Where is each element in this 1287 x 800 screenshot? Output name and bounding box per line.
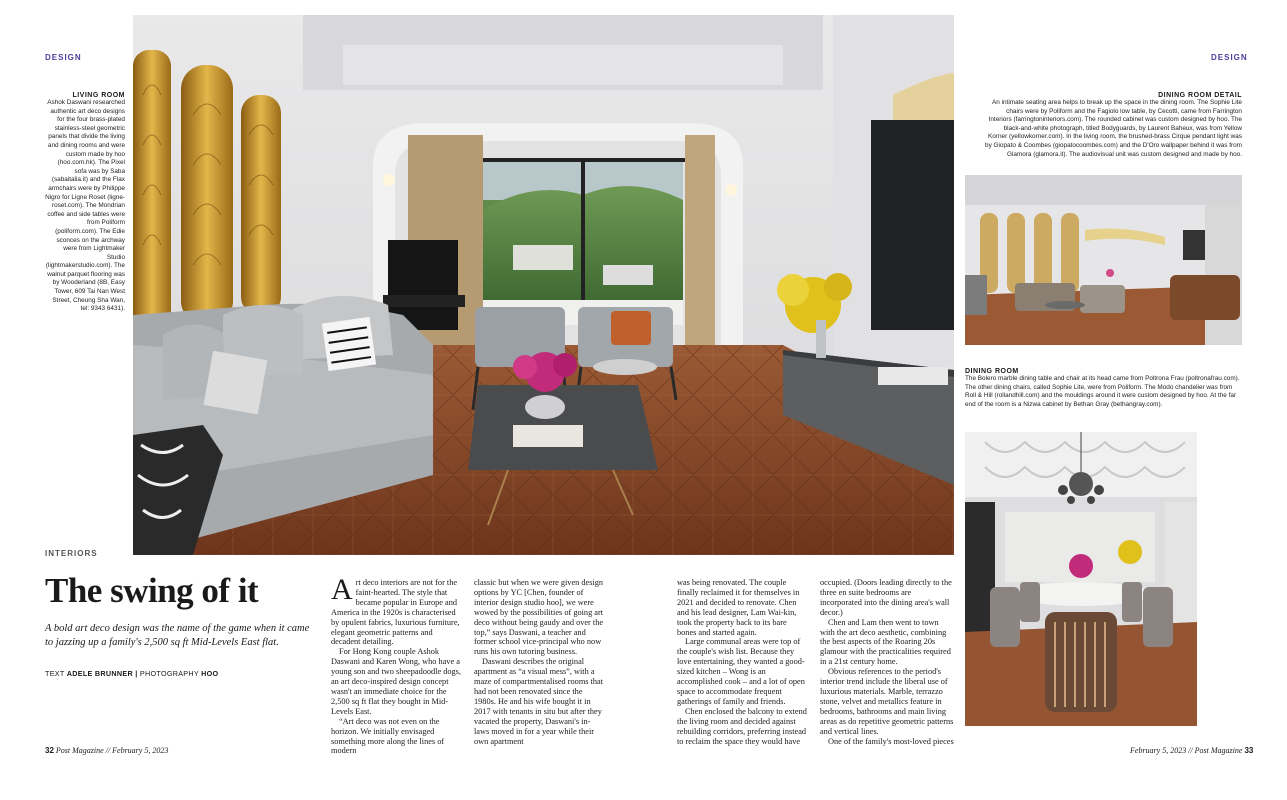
living-room-caption-title: LIVING ROOM [72,92,125,99]
col3-paragraph: Large communal areas were top of the couple's wish list. Because they love entertaining, they wanted a good-sized kitchen – Wong is an accomplished cook – and a lot of open space to accommodate frequent gatherings of family and friends. [677,637,805,706]
col1-paragraph: rt deco interiors are not for the faint-hearted. The style that became popular in Europe and America in the 1920s is characterised by opulent fabrics, luxurious furniture, elegant geometric patterns and decadent detailing. [331,578,460,647]
col1-paragraph: “Art deco was not even on the horizon. We initially envisaged something more along the lines of modern [331,716,445,756]
section-tag-right: DESIGN [1211,53,1248,62]
dining-room-photo [965,432,1197,726]
publication-right: February 5, 2023 // Post Magazine [1130,746,1243,755]
headline: The swing of it [45,571,259,610]
credits-photo-name: HOO [201,669,219,678]
article-kicker: INTERIORS [45,549,98,558]
credits-separator: | [135,669,138,678]
footer-left [45,746,168,755]
publication-left: Post Magazine // February 5, 2023 [55,746,169,755]
section-tag-left: DESIGN [45,53,82,62]
col3-paragraph: was being renovated. The couple finally reclaimed it for themselves in 2021 and decided to renovate. Chen and his lead designer, Lam Wai-kin, took the property back to its bare bones and started again. [677,578,800,637]
dining-caption-text: The Bolero marble dining table and chair at its head came from Poltrona Frau (poltronafrau.com). The other dining chairs, called Sophie Lite, were from Poliform. The Modo chandelier was from Roll & Hill (rollandhill.com) and the mouldings around it were custom designed by hoo. At the far end of the room is a Nizwa cabinet by Bethan Gray (bethangray.com). [965,375,1240,408]
footer-right [1130,746,1253,755]
credits-text-label: TEXT [45,669,65,678]
col2-paragraph: Daswani describes the original apartment as “a visual mess”, with a maze of compartmentalised rooms that had not been renovated since the 1980s. He and his wife bought it in 2017 with tenants in situ but after they vacated the property, Daswani's in-laws moved in for a year while their own apartment [474,657,604,746]
dining-caption-title: DINING ROOM [965,368,1019,375]
living-room-photo [133,15,954,555]
article-column-1 [331,573,461,756]
col1-paragraph: For Hong Kong couple Ashok Daswani and Karen Wong, who have a young son and two sheepadoodle dogs, an art deco-inspired design concept wasn't an immediate choice for the 2,500 sq ft flat they bought in Mid-Levels East. [331,647,461,716]
col2-paragraph: classic but when we were given design options by YC [Chen, founder of interior design studio hoo], we were wowed by the possibilities of going art deco without being gaudy and over the top,” says Daswani, a teacher and former school vice-principal who now runs his own tutoring business. [474,578,604,657]
col3-paragraph: Chen enclosed the balcony to extend the living room and decided against rebuilding corridors, preferring instead to reclaim the space they would have [677,706,807,746]
dining-detail-caption-title: DINING ROOM DETAIL [1158,92,1242,99]
dining-room-illustration [965,432,1197,726]
living-room-illustration [133,15,954,555]
col4-paragraph: Chen and Lam then went to town with the art deco aesthetic, combining the best aspects of the Roaring 20s glamour with the practicalities required in a 21st century home. [820,617,951,667]
article-column-3 [677,578,807,746]
col4-paragraph: occupied. (Doors leading directly to the three en suite bedrooms are incorporated into the dining area's wall decor.) [820,578,952,617]
dining-detail-photo [965,175,1242,345]
dining-detail-caption-text: An intimate seating area helps to break up the space in the dining room. The Sophie Lite chairs were by Poliform and the Fagiolo low table, by Cecotti, came from Farrington Interiors (farringtoninteriors.com). The rounded cabinet was custom designed by hoo. The black-and-white photograph, titled Bodyguards, by Laurent Baheux, was from Yellow Korner (yellowkorner.com). In the living room, the brushed-brass Cirque pendant light was by Giopato & Coombes (giopatocoombes.com) and the D'Oro wallpaper behind it was from Glamora (glamora.it). The audiovisual unit was custom designed and made by hoo. [985,99,1242,158]
col4-paragraph: One of the family's most-loved pieces [828,736,954,746]
credits-photo-label: PHOTOGRAPHY [139,669,199,678]
deck: A bold art deco design was the name of the game when it came to jazzing up a family's 2,500 sq ft Mid-Levels East flat. [45,623,310,648]
dining-caption [965,368,1242,409]
living-room-caption [45,92,125,314]
dining-detail-caption [985,92,1242,159]
dining-detail-illustration [965,175,1242,345]
credits-text-name: ADELE BRUNNER [66,669,133,678]
col4-paragraph: Obvious references to the period's interior trend include the liberal use of luxurious materials. Marble, terrazzo stone, velvet and metallics feature in bedrooms, bathrooms and main living areas as do repetitive geometric patterns and vertical lines. [820,667,954,736]
page-number-right: 33 [1244,746,1254,755]
living-room-caption-text: Ashok Daswani researched authentic art deco designs for the four brass-plated stainless-steel geometric panels that divide the living and dining rooms and were custom made by hoo (hoo.com.hk). The Pixel sofa was by Saba (sabaitalia.it) and the Flax armchairs were by Philippe Nigro for Ligne Roset (ligne-roset.com). The Mondrian coffee and side tables were from Poliform (poliform.com). The Edie sconces on the archway were from Lightmaker Studio (lightmakerstudio.com). The walnut parquet flooring was by Wooderland (8B, Easy Tower, 609 Tai Nan West Street, Cheung Sha Wan, tel: 9343 6431). [45,99,125,313]
article-column-4 [820,578,955,746]
article-column-2 [474,578,604,746]
dropcap: A [331,573,353,606]
credits [45,669,218,678]
page-number-left: 32 [45,746,54,755]
